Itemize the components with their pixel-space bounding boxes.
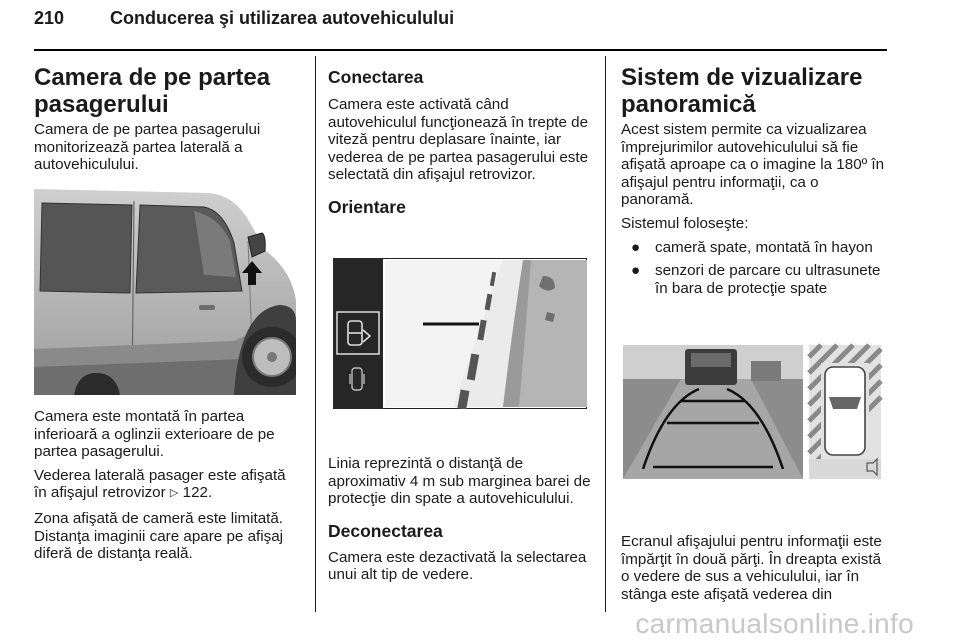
panoramic-display-illustration bbox=[621, 343, 883, 481]
column-divider bbox=[605, 56, 606, 612]
side-camera-display-illustration bbox=[333, 258, 587, 409]
column-3 bbox=[621, 64, 887, 303]
intro-text: Camera de pe partea pasagerului monitorizează partea laterală a autovehiculului. bbox=[34, 121, 261, 174]
bullet-icon: ● bbox=[631, 262, 641, 280]
paragraph: Linia reprezintă o distanţă de aproximativ 4 m sub marginea barei de protecţie din spate a autovehiculului. bbox=[328, 455, 591, 508]
paragraph bbox=[34, 121, 302, 174]
paragraph: Camera este montată în partea inferioară a oglinzii exterioare de pe partea pasagerului. bbox=[34, 408, 275, 461]
paragraph-text: Vederea laterală pasager este afişată în afişajul retrovizor bbox=[34, 466, 286, 502]
van-side-camera-illustration bbox=[34, 181, 296, 395]
column-divider bbox=[315, 56, 316, 612]
watermark: carmanualsonline.info bbox=[635, 608, 914, 639]
paragraph: Zona afişată de cameră este limitată. Distanţa imaginii care apare pe afişaj diferă de distanţa reală. bbox=[34, 509, 284, 563]
paragraph: Camera este activată când autovehiculul funcţionează în trepte de viteză pentru deplasare înainte, iar vederea de pe partea pasagerului este selectată din afişajul retrovizor. bbox=[328, 96, 589, 184]
section-heading: Conectarea bbox=[328, 67, 424, 87]
header-rule bbox=[34, 49, 887, 51]
column-2 bbox=[328, 66, 594, 218]
list-item: ● cameră spate, montată în hayon bbox=[631, 238, 873, 256]
section-heading: Sistem de vizualizare panoramică bbox=[621, 64, 863, 118]
column-1-lower bbox=[34, 408, 302, 569]
bullet-icon: ● bbox=[631, 238, 641, 256]
bullet-list bbox=[621, 239, 887, 298]
section-heading: Deconectarea bbox=[328, 520, 443, 541]
paragraph bbox=[34, 467, 302, 504]
section-heading: Camera de pe partea pasagerului bbox=[34, 64, 271, 118]
paragraph: Sistemul foloseşte: bbox=[621, 214, 749, 232]
page-reference-arrow-icon: ▷ bbox=[169, 487, 179, 500]
paragraph: Ecranul afişajului pentru informaţii este împărţit în două părţi. În dreapta există o vedere de sus a vehiculului, iar în stânga este afişată vederea din bbox=[621, 533, 882, 603]
page-number: 210 bbox=[34, 8, 65, 28]
column-2-lower bbox=[328, 455, 594, 590]
page-title: Conducerea şi utilizarea autovehiculului bbox=[110, 8, 455, 28]
list-item: ● senzori de parcare cu ultrasunete în bara de protecţie spate bbox=[631, 262, 881, 297]
paragraph: Acest sistem permite ca vizualizarea împrejurimilor autovehiculului să fie afişată aproape ca o imagine la 180º în afişajul pentru informaţii, ca o panoramă. bbox=[621, 121, 885, 209]
column-3-lower bbox=[621, 533, 887, 609]
column-1 bbox=[34, 64, 302, 180]
page-reference-link[interactable]: 122. bbox=[182, 484, 213, 502]
paragraph: Camera este dezactivată la selectarea unui alt tip de vedere. bbox=[328, 548, 587, 584]
section-heading: Orientare bbox=[328, 196, 406, 217]
